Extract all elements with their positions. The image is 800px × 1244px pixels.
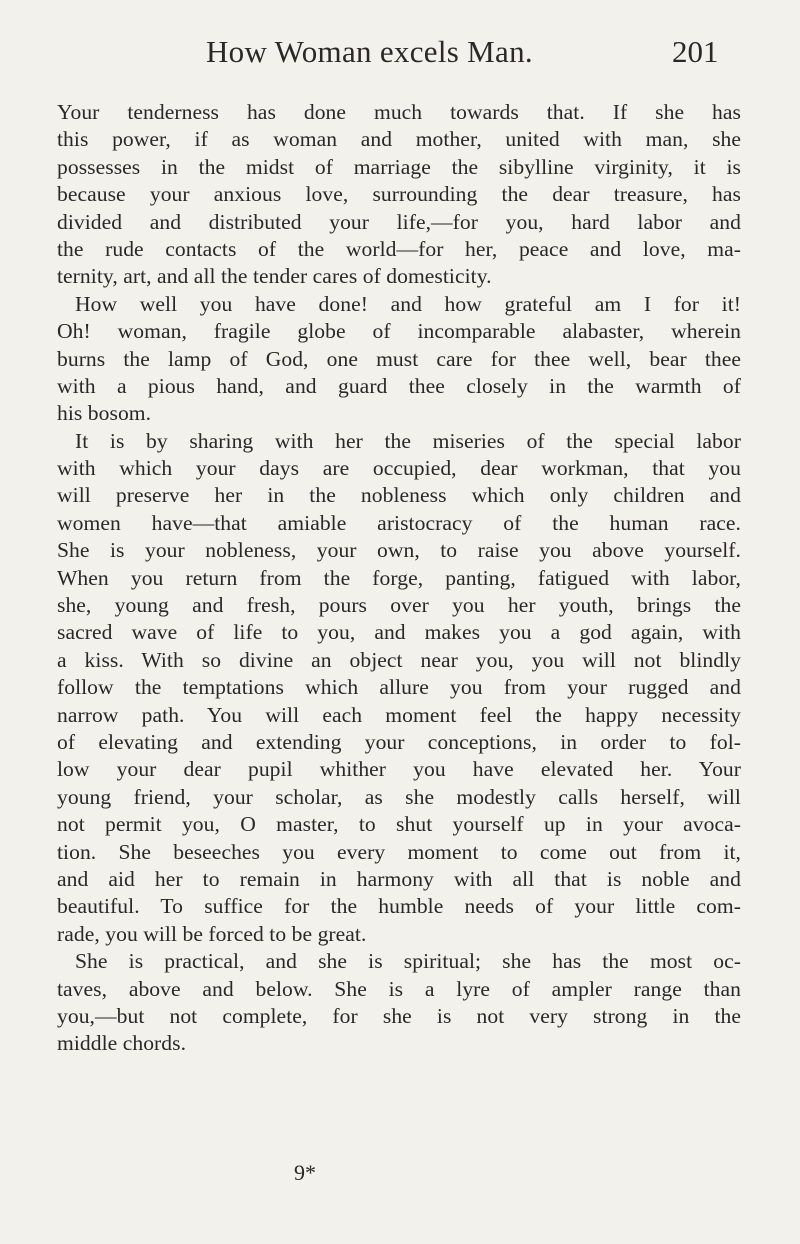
text-line: not permit you, O master, to shut yourself up in your avoca- <box>57 812 741 837</box>
text-line: women have—that amiable aristocracy of the human race. <box>57 510 741 535</box>
text-line: rade, you will be forced to be great. <box>57 921 367 946</box>
text-line: will preserve her in the nobleness which only children and <box>57 483 741 508</box>
page-number: 201 <box>672 34 719 69</box>
text-line: middle chords. <box>57 1031 187 1056</box>
running-title: How Woman excels Man. <box>206 34 533 69</box>
text-line: with which your days are occupied, dear workman, that you <box>57 456 741 481</box>
text-line: low your dear pupil whither you have elevated her. Your <box>57 757 741 782</box>
text-line: taves, above and below. She is a lyre of ampler range than <box>57 976 741 1001</box>
text-line: She is your nobleness, your own, to raise you above yourself. <box>57 538 741 563</box>
text-line: Your tenderness has done much towards that. If she has <box>57 100 741 124</box>
signature-mark: 9* <box>294 1160 316 1185</box>
text-line: possesses in the midst of marriage the sibylline virginity, it is <box>57 154 741 179</box>
text-line: because your anxious love, surrounding the dear treasure, has <box>57 182 741 207</box>
text-line: she, young and fresh, pours over you her youth, brings the <box>57 593 741 618</box>
text-line: She is practical, and she is spiritual; she has the most oc- <box>75 949 741 974</box>
text-line: beautiful. To suffice for the humble needs of your little com- <box>57 894 741 919</box>
text-line: his bosom. <box>57 401 152 426</box>
text-line: narrow path. You will each moment feel the happy necessity <box>57 702 741 727</box>
running-head <box>0 34 800 74</box>
text-line: Oh! woman, fragile globe of incomparable alabaster, wherein <box>57 319 741 344</box>
body-text <box>57 99 741 1058</box>
text-line: you,—but not complete, for she is not very strong in the <box>57 1003 741 1028</box>
text-line: of elevating and extending your conceptions, in order to fol- <box>57 729 741 754</box>
text-line: How well you have done! and how grateful am I for it! <box>75 291 741 316</box>
text-line: tion. She beseeches you every moment to come out from it, <box>57 839 741 864</box>
text-line: It is by sharing with her the miseries of the special labor <box>75 428 741 453</box>
text-line: with a pious hand, and guard thee closely in the warmth of <box>57 373 741 398</box>
text-line: sacred wave of life to you, and makes you a god again, with <box>57 620 741 645</box>
text-line: the rude contacts of the world—for her, peace and love, ma- <box>57 236 741 261</box>
text-line: ternity, art, and all the tender cares of domesticity. <box>57 264 492 289</box>
text-line: follow the temptations which allure you from your rugged and <box>57 675 741 700</box>
text-line: and aid her to remain in harmony with all that is noble and <box>57 866 741 891</box>
text-line: a kiss. With so divine an object near you, you will not blindly <box>57 647 741 672</box>
text-line: burns the lamp of God, one must care for thee well, bear thee <box>57 346 741 371</box>
text-line: young friend, your scholar, as she modestly calls herself, will <box>57 784 741 809</box>
text-line: this power, if as woman and mother, united with man, she <box>57 127 741 152</box>
text-line: divided and distributed your life,—for you, hard labor and <box>57 209 741 234</box>
text-line: When you return from the forge, panting, fatigued with labor, <box>57 565 741 590</box>
